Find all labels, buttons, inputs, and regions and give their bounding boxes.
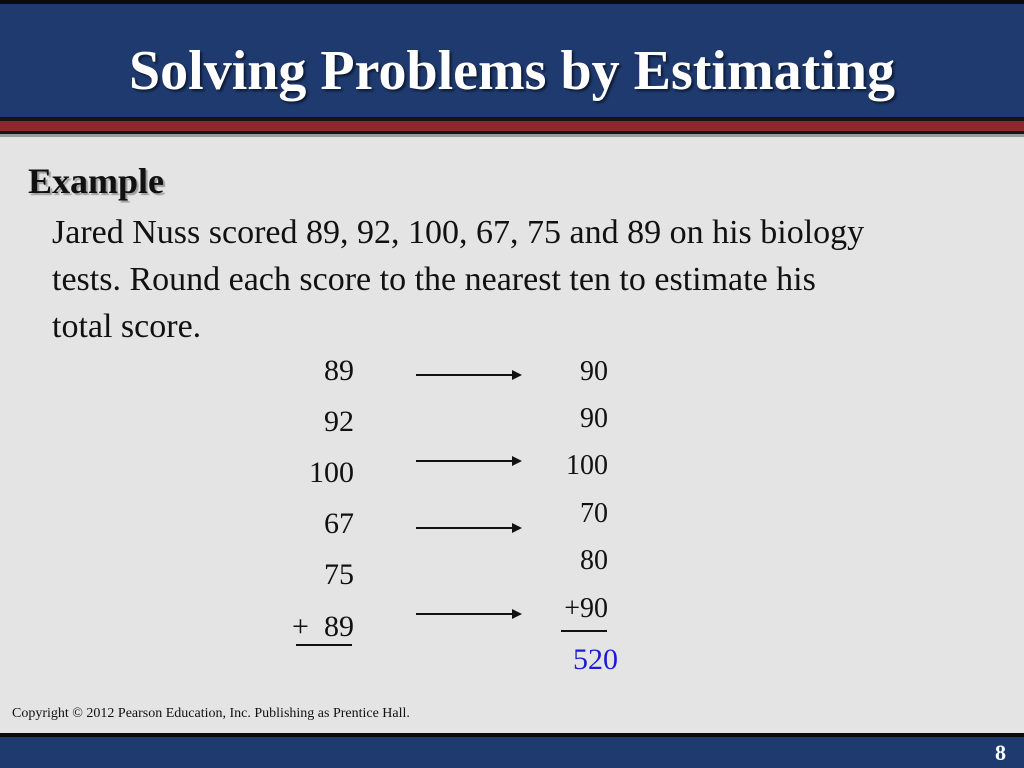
arrow-right-icon — [416, 452, 524, 470]
plus-sign: + — [292, 610, 309, 643]
accent-stripe — [0, 121, 1024, 131]
rounded-value: 90 — [580, 403, 608, 434]
arrow-right-icon — [416, 605, 524, 623]
page-number: 8 — [995, 740, 1006, 765]
rounded-value: +90 — [564, 593, 608, 624]
score-value: 89 — [324, 354, 354, 387]
score-value: 89 — [324, 610, 354, 643]
score-value: 75 — [324, 558, 354, 591]
total-estimate: 520 — [573, 643, 618, 676]
sum-rule — [296, 644, 352, 646]
rounded-value: 100 — [566, 450, 608, 481]
footer-bar — [0, 733, 1024, 768]
score-value: 67 — [324, 507, 354, 540]
score-value: 92 — [324, 405, 354, 438]
rounded-value: 70 — [580, 498, 608, 529]
divider-stripe — [0, 134, 1024, 137]
problem-text: Jared Nuss scored 89, 92, 100, 67, 75 and 89 on his biology tests. Round each score to the nearest ten to estimate his total score. — [52, 214, 865, 345]
example-heading: Example — [28, 161, 165, 201]
score-value: 100 — [309, 456, 354, 489]
rounded-value: 80 — [580, 545, 608, 576]
slide-title: Solving Problems by Estimating — [129, 40, 895, 102]
rounded-value: 90 — [580, 356, 608, 387]
sum-rule — [561, 630, 607, 632]
arrow-right-icon — [416, 366, 524, 384]
arrow-right-icon — [416, 519, 524, 537]
copyright-text: Copyright © 2012 Pearson Education, Inc. Publishing as Prentice Hall. — [12, 706, 410, 721]
